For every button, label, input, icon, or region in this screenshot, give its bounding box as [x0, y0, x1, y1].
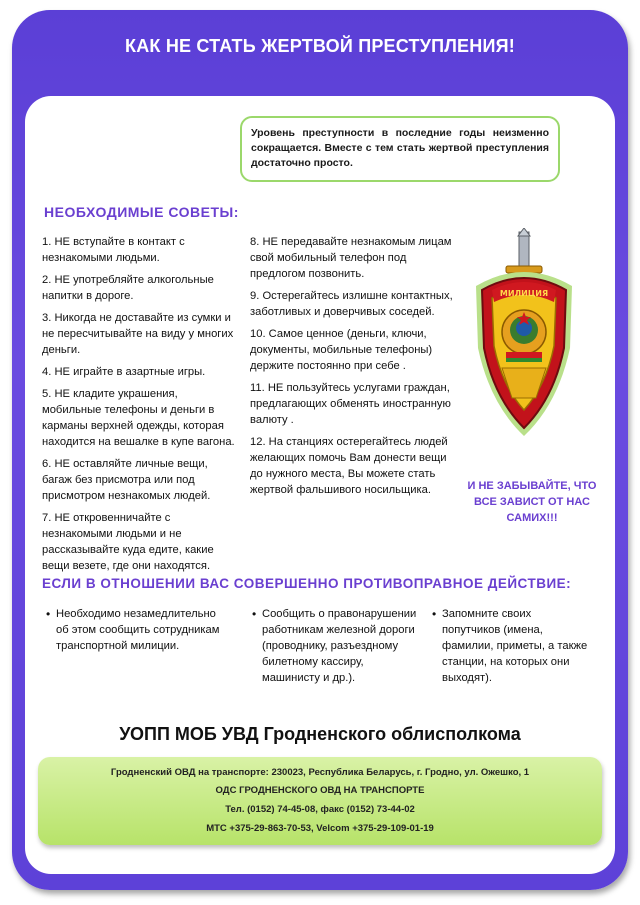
tip-item: 7. НЕ откровенничайте с незнакомыми людьми и не рассказывайте куда едите, какие вещи везете, где они находятся.: [42, 512, 214, 572]
page-title: КАК НЕ СТАТЬ ЖЕРТВОЙ ПРЕСТУПЛЕНИЯ!: [125, 36, 515, 56]
contact-box: [38, 757, 602, 845]
contact-ods: ОДС ГРОДНЕНСКОГО ОВД НА ТРАНСПОРТЕ: [215, 785, 425, 796]
tips-column-1: [42, 234, 240, 580]
tip-item: 11. НЕ пользуйтесь услугами граждан, предлагающих обменять иностранную валюту .: [250, 382, 451, 426]
intro-box: Уровень преступности в последние годы неизменно сокращается. Вместе с тем стать жертвой преступления достаточно просто.: [240, 116, 560, 182]
tip-item: 2. НЕ употребляйте алкогольные напитки в дороге.: [42, 274, 214, 302]
police-shield-emblem: [466, 228, 582, 450]
tip-item: 1. НЕ вступайте в контакт с незнакомыми людьми.: [42, 236, 185, 264]
action-item: [252, 606, 420, 686]
tip-item: 3. Никогда не доставайте из сумки и не пересчитывайте на виду у многих деньги.: [42, 312, 234, 356]
tip-item: 10. Самое ценное (деньги, ключи, документы, мобильные телефоны) держите постоянно при себе .: [250, 328, 433, 372]
bullet-icon: •: [252, 607, 257, 621]
action-text: Сообщить о правонарушении работникам железной дороги (проводнику, разъездному билетному кассиру, машинисту и др.).: [262, 608, 417, 684]
tip-item: 8. НЕ передавайте незнакомым лицам свой мобильный телефон под предлогом позвонить.: [250, 236, 452, 280]
remember-note: И НЕ ЗАБЫВАЙТЕ, ЧТО ВСЕ ЗАВИСТ ОТ НАС САМИХ!!!: [467, 480, 597, 524]
action-item: [432, 606, 588, 686]
tips-heading: НЕОБХОДИМЫЕ СОВЕТЫ:: [44, 204, 239, 220]
tip-item: 5. НЕ кладите украшения, мобильные телефоны и деньги в карманы верхней одежды, которая находится на вешалке в купе вагона.: [42, 388, 235, 448]
action-item: [46, 606, 230, 654]
tip-item: 6. НЕ оставляйте личные вещи, багаж без присмотра или под присмотром незнакомых людей.: [42, 458, 211, 502]
tip-item: 9. Остерегайтесь излишне контактных, заботливых и доверчивых соседей.: [250, 290, 453, 318]
tip-item: 12. На станциях остерегайтесь людей желающих помочь Вам донести вещи до нужного места, Вы можете стать жертвой фальшивого носильщика.: [250, 436, 448, 496]
tips-column-2: [250, 234, 460, 504]
organization-name: УОПП МОБ УВД Гродненского облисполкома: [119, 724, 521, 744]
emblem-banner-text: МИЛИЦИЯ: [499, 289, 549, 298]
tip-item: 4. НЕ играйте в азартные игры.: [42, 366, 206, 378]
contact-address: Гродненский ОВД на транспорте: 230023, Республика Беларусь, г. Гродно, ул. Ожешко, 1: [110, 767, 530, 778]
action-text: Запомните своих попутчиков (имена, фамилии, приметы, а также станции, на которых они выходят).: [442, 608, 588, 684]
bullet-icon: •: [432, 607, 437, 621]
action-text: Необходимо незамедлительно об этом сообщить сотрудникам транспортной милиции.: [56, 608, 220, 652]
contact-phone: Тел. (0152) 74-45-08, факс (0152) 73-44-02: [225, 804, 415, 815]
contact-mobile: МТС +375-29-863-70-53, Velcom +375-29-109-01-19: [206, 823, 434, 834]
bullet-icon: •: [46, 607, 51, 621]
action-heading: ЕСЛИ В ОТНОШЕНИИ ВАС СОВЕРШЕННО ПРОТИВОПРАВНОЕ ДЕЙСТВИЕ:: [42, 576, 572, 591]
